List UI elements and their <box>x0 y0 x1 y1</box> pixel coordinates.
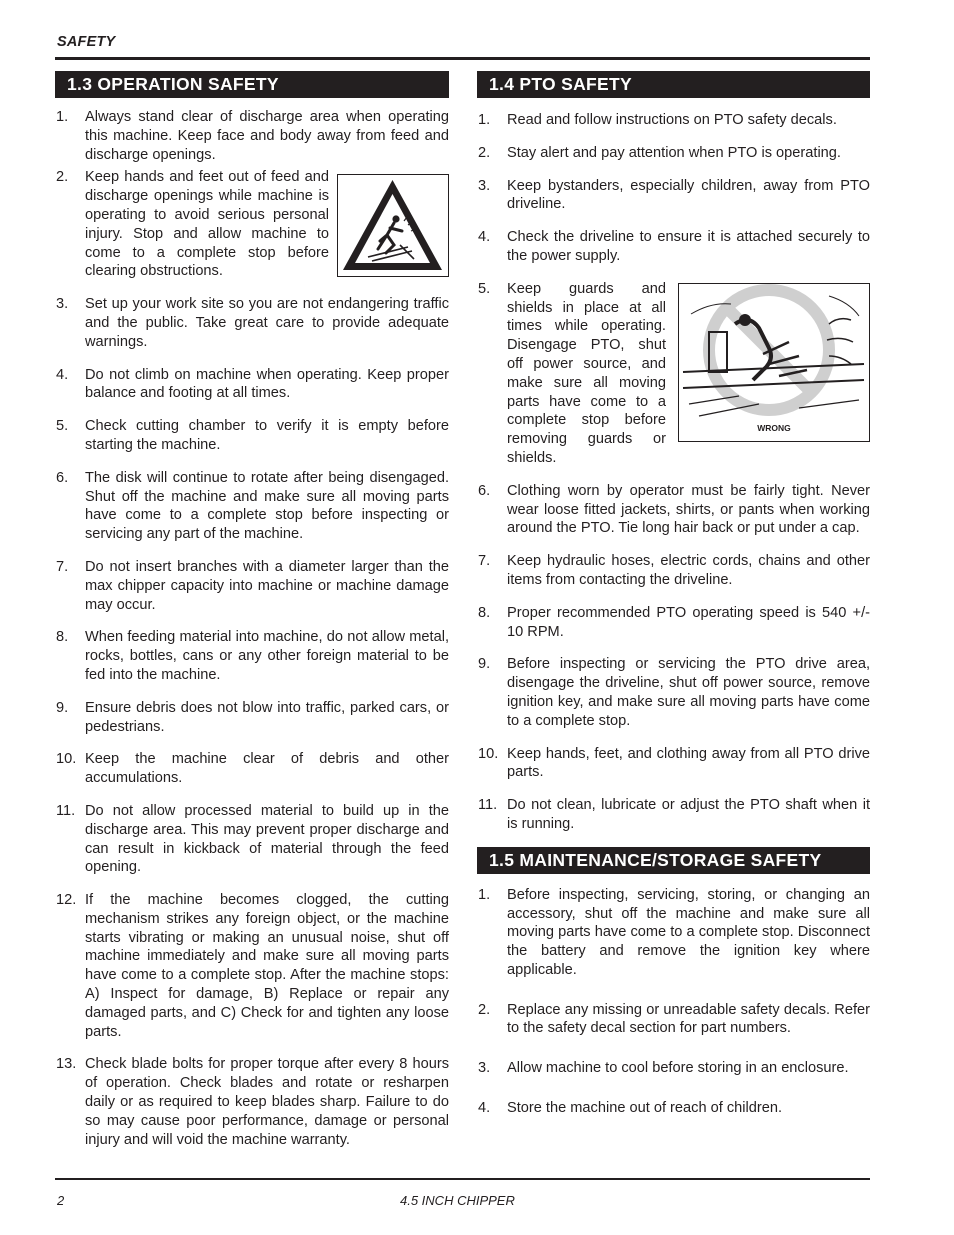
list-item: 4. Store the machine out of reach of children. <box>478 1100 783 1117</box>
list-item: 12. If the machine becomes clogged, the cutting mechanism strikes any foreign object, or the machine starts vibrating or making an unusual noise, shut off machine immediately and make sure all moving parts have come to a complete stop. After the machine stops: A) Inspect for damage, B) Replace or repair any damaged parts, and C) Check for and tighten any loose parts. <box>56 892 449 1040</box>
pto-safety-list <box>477 111 870 834</box>
list-item: 1. Always stand clear of discharge area when operating this machine. Keep face and body away from feed and discharge openings. <box>56 109 449 163</box>
list-item: 6. The disk will continue to rotate after being disengaged. Shut off the machine and make sure all moving parts have come to a complete stop before inspecting or servicing any part of the machine. <box>56 469 449 543</box>
list-item: 7. Keep hydraulic hoses, electric cords, chains and other items from contacting the driveline. <box>478 553 870 588</box>
list-item: 7. Do not insert branches with a diameter larger than the max chipper capacity into machine or machine damage may occur. <box>56 558 449 613</box>
list-item: 2. Replace any missing or unreadable safety decals. Refer to the safety decal section for part numbers. <box>478 1001 870 1037</box>
list-item: 13. Check blade bolts for proper torque after every 8 hours of operation. Check blades and rotate or resharpen daily or as required to keep blades sharp. Failure to do so may cause poor performance, damage or personal injury and will void the machine warranty. <box>56 1056 449 1148</box>
list-item: 9. Ensure debris does not blow into traffic, parked cars, or pedestrians. <box>56 699 449 735</box>
operation-safety-list <box>55 108 449 1149</box>
pto-wrong-figure <box>678 283 870 442</box>
list-item: 8. Proper recommended PTO operating speed is 540 +/- 10 RPM. <box>478 604 870 640</box>
pto-entanglement-illustration <box>679 284 868 427</box>
figure-caption: WRONG <box>757 422 791 433</box>
list-item: WRONG 5. Keep guards and shields in place at all times while operating. Disengage PTO, shut off power source, and make sure all moving parts have come to a complete stop before removing guards or shields. <box>477 280 870 468</box>
running-head: SAFETY <box>57 34 116 50</box>
warning-decal-figure <box>337 174 449 277</box>
list-item: 5. Check cutting chamber to verify it is empty before starting the machine. <box>56 418 449 453</box>
maintenance-storage-list <box>477 886 870 1118</box>
entanglement-warning-icon <box>338 175 447 275</box>
header-rule <box>55 57 870 60</box>
manual-title: 4.5 INCH CHIPPER <box>400 1193 515 1208</box>
list-item: 4. Do not climb on machine when operating. Keep proper balance and footing at all times. <box>56 366 449 402</box>
list-item: 9. Before inspecting or servicing the PTO drive area, disengage the driveline, shut off power source, remove ignition key, and make sure all moving parts have come to a complete stop. <box>478 656 870 729</box>
list-item: 3. Allow machine to cool before storing in an enclosure. <box>478 1060 849 1077</box>
list-item: 11. Do not clean, lubricate or adjust the PTO shaft when it is running. <box>478 797 870 832</box>
list-item: 6. Clothing worn by operator must be fairly tight. Never wear loose fitted jackets, shirts, or pants when working around the PTO. Tie long hair back or put under a cap. <box>478 482 870 537</box>
list-item: 3. Set up your work site so you are not endangering traffic and the public. Take great care to provide adequate warnings. <box>56 296 449 350</box>
operation-safety-column <box>55 71 449 1149</box>
right-column <box>477 71 870 1118</box>
list-item: 2. Keep hands and feet out of feed and discharge openings while machine is operating to avoid serious personal injury. Stop and allow machine to come to a complete stop before clearing obstructions. <box>55 168 449 281</box>
list-item: 10. Keep the machine clear of debris and other accumulations. <box>56 751 449 787</box>
maintenance-storage-heading: 1.5 MAINTENANCE/STORAGE SAFETY <box>477 847 870 874</box>
list-item: 4. Check the driveline to ensure it is attached securely to the power supply. <box>478 229 870 264</box>
list-item: 1. Before inspecting, servicing, storing, or changing an accessory, shut off the machine and make sure all moving parts have come to a complete stop. Disconnect the battery and remove the ignition key where applicable. <box>478 886 870 978</box>
operation-safety-heading: 1.3 OPERATION SAFETY <box>55 71 449 98</box>
footer-rule <box>55 1178 870 1180</box>
page-number: 2 <box>57 1193 65 1208</box>
list-item: 10. Keep hands, feet, and clothing away from all PTO drive parts. <box>478 745 870 781</box>
list-item: 1. Read and follow instructions on PTO safety decals. <box>478 112 837 128</box>
list-item: 3. Keep bystanders, especially children, away from PTO driveline. <box>478 177 870 213</box>
list-item: 8. When feeding material into machine, do not allow metal, rocks, bottles, cans or any other foreign material to be fed into the machine. <box>56 629 449 683</box>
pto-safety-heading: 1.4 PTO SAFETY <box>477 71 870 98</box>
list-item: 11. Do not allow processed material to build up in the discharge area. This may prevent proper discharge and can result in kickback of material through the feed opening. <box>56 802 449 876</box>
list-item: 2. Stay alert and pay attention when PTO is operating. <box>478 144 841 161</box>
